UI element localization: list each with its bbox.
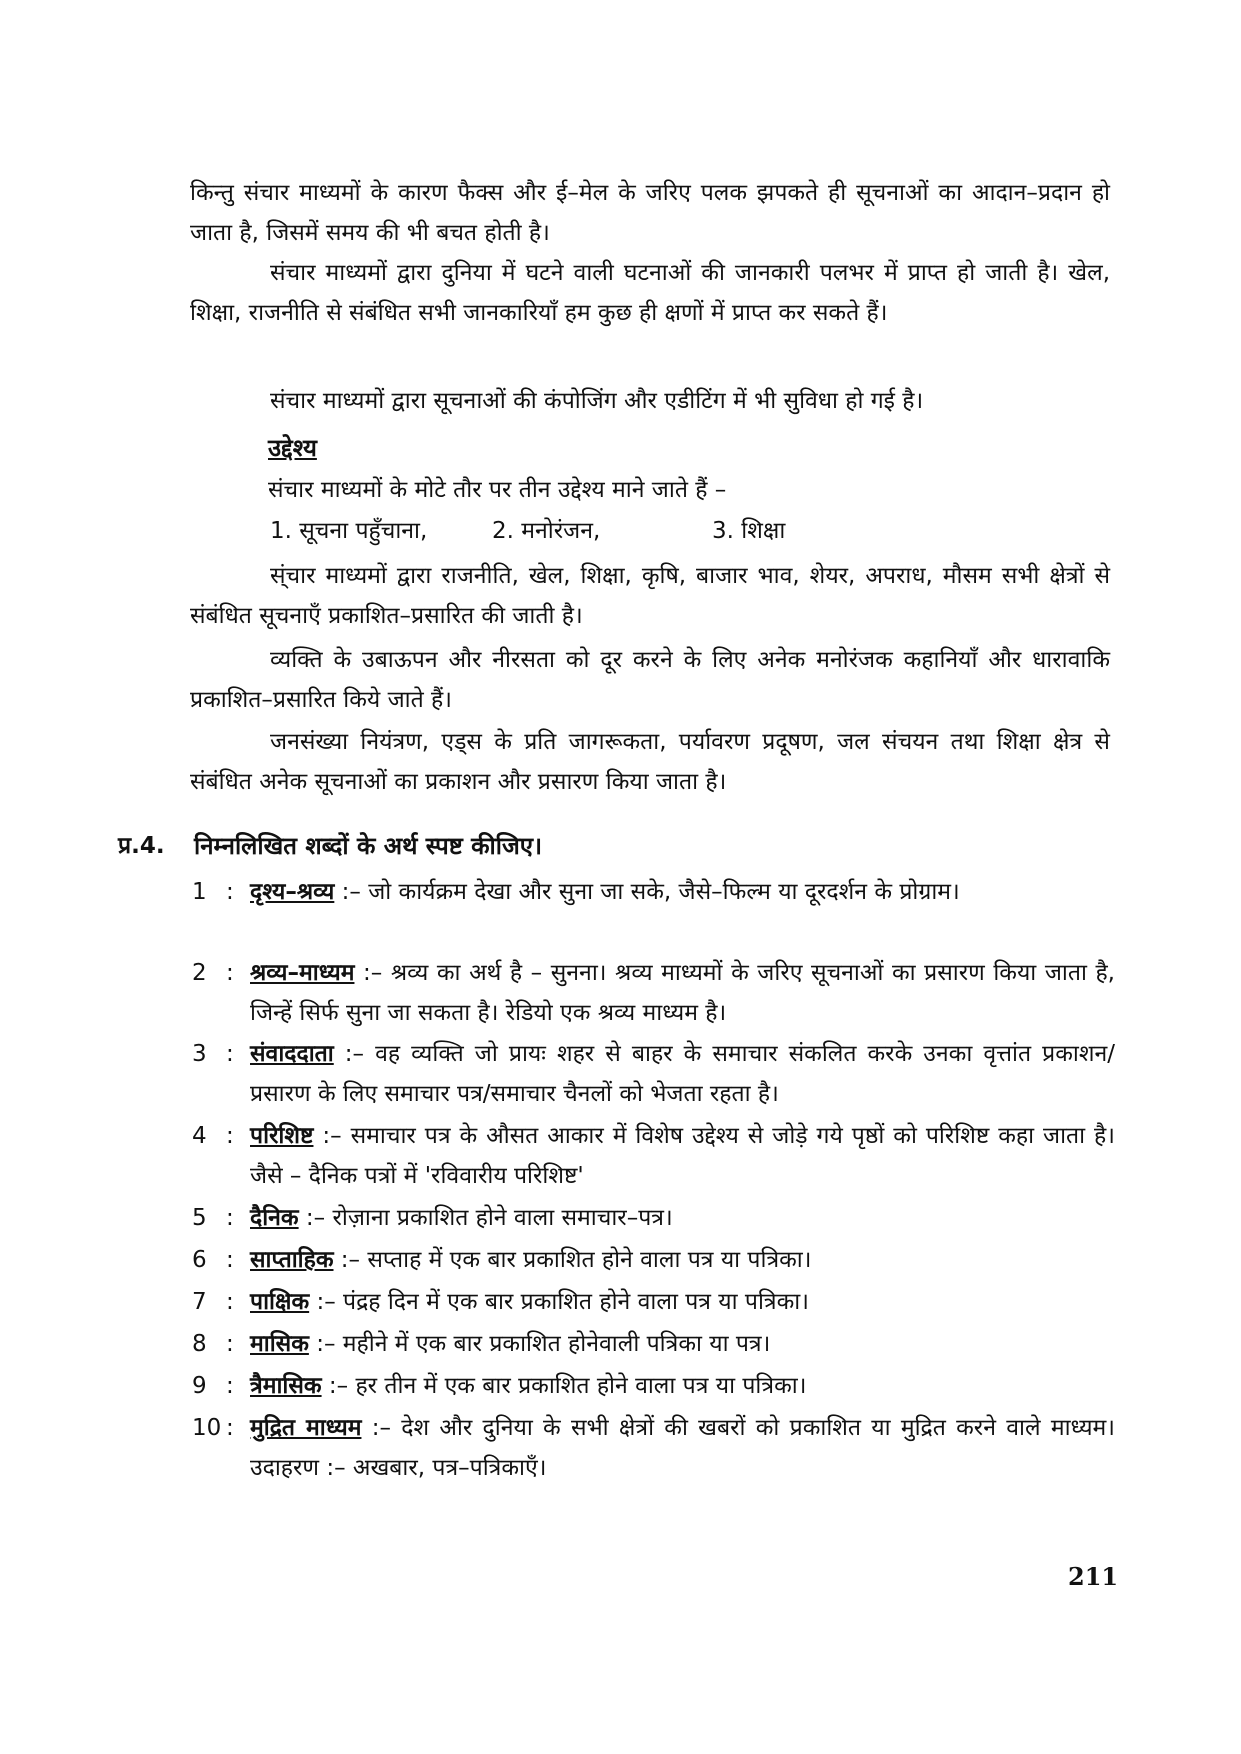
term-word: दृश्य–श्रव्य: [250, 879, 335, 905]
term-body: [250, 953, 1115, 1033]
term-item: [190, 1282, 1115, 1322]
term-colon: :: [226, 1331, 234, 1357]
term-number: 10: [192, 1415, 222, 1441]
term-number: 1: [192, 879, 207, 905]
term-colon: :: [226, 1415, 234, 1441]
term-separator: :–: [334, 879, 369, 905]
paragraph-3: संचार माध्यमों द्वारा सूचनाओं की कंपोजिंग और एडीटिंग में भी सुविधा हो गई है।: [270, 388, 924, 414]
paragraph-1: किन्तु संचार माध्यमों के कारण फैक्स और ई–मेल के जरिए पलक झपकते ही सूचनाओं का आदान–प्रदान हो जाता है, जिसमें समय की भी बचत होती है।: [190, 180, 1110, 246]
term-number: 9: [192, 1373, 207, 1399]
term-word: परिशिष्ट: [250, 1123, 314, 1149]
paragraph-4: स्ंचार माध्यमों द्वारा राजनीति, खेल, शिक्षा, कृषि, बाजार भाव, शेयर, अपराध, मौसम सभी क्षेत्रों से संबंधित सूचनाएँ प्रकाशित–प्रसारित की जाती है।: [190, 563, 1110, 629]
term-item: [190, 1116, 1115, 1196]
term-colon: :: [226, 1123, 234, 1149]
term-number: 8: [192, 1331, 207, 1357]
term-number: 2: [192, 960, 207, 986]
paragraph-5: व्यक्ति के उबाऊपन और नीरसता को दूर करने के लिए अनेक मनोरंजक कहानियाँ और धारावाकि प्रकाशित–प्रसारित किये जाते हैं।: [190, 647, 1110, 713]
term-colon: :: [226, 1289, 234, 1315]
term-definition: पंद्रह दिन में एक बार प्रकाशित होने वाला पत्र या पत्रिका।: [343, 1289, 809, 1315]
objective-2: 2. मनोरंजन,: [492, 518, 601, 544]
term-definition: सप्ताह में एक बार प्रकाशित होने वाला पत्र या पत्रिका।: [367, 1247, 812, 1273]
term-definition: समाचार पत्र के औसत आकार में विशेष उद्देश्य से जोड़े गये पृष्ठों को परिशिष्ट कहा जाता है। जैसे – दैनिक पत्रों में 'रविवारीय परिशिष्ट': [250, 1123, 1115, 1189]
term-item: [190, 1034, 1115, 1114]
term-number: 6: [192, 1247, 207, 1273]
term-item: [190, 953, 1115, 1033]
term-colon: :: [226, 1247, 234, 1273]
section-intro: संचार माध्यमों के मोटे तौर पर तीन उद्देश्य माने जाते हैं –: [268, 477, 727, 503]
term-word: दैनिक: [250, 1205, 299, 1231]
term-definition: श्रव्य का अर्थ है – सुनना। श्रव्य माध्यमों के जरिए सूचनाओं का प्रसारण किया जाता है, जिन्हें सिर्फ सुना जा सकता है। रेडियो एक श्रव्य माध्यम है।: [250, 960, 1115, 1026]
term-word: मासिक: [250, 1331, 309, 1357]
term-separator: :–: [333, 1247, 368, 1273]
question-number: प्र.4.: [118, 833, 165, 859]
term-separator: :–: [354, 960, 391, 986]
term-word: श्रव्य–माध्यम: [250, 960, 355, 986]
term-word: पाक्षिक: [250, 1289, 310, 1315]
term-body: [250, 1198, 1115, 1238]
term-separator: :–: [308, 1331, 343, 1357]
term-word: मुद्रित माध्यम: [250, 1415, 362, 1441]
paragraph-6: जनसंख्या नियंत्रण, एड्स के प्रति जागरूकता, पर्यावरण प्रदूषण, जल संचयन तथा शिक्षा क्षेत्र से संबंधित अनेक सूचनाओं का प्रकाशन और प्रसारण किया जाता है।: [190, 729, 1110, 795]
term-definition: जो कार्यक्रम देखा और सुना जा सके, जैसे–फिल्म या दूरदर्शन के प्रोग्राम।: [368, 879, 960, 905]
term-definition: देश और दुनिया के सभी क्षेत्रों की खबरों को प्रकाशित या मुद्रित करने वाले माध्यम। उदाहरण :– अखबार, पत्र–पत्रिकाएँ।: [250, 1415, 1116, 1481]
term-definition: हर तीन में एक बार प्रकाशित होने वाला पत्र या पत्रिका।: [355, 1373, 807, 1399]
term-body: [250, 1324, 1115, 1364]
term-item: [190, 1408, 1115, 1488]
term-word: संवाददाता: [250, 1041, 334, 1067]
term-item: [190, 1240, 1115, 1280]
term-colon: :: [226, 1041, 234, 1067]
term-separator: :–: [321, 1373, 356, 1399]
term-body: [250, 1240, 1115, 1280]
term-colon: :: [226, 1373, 234, 1399]
term-word: त्रैमासिक: [250, 1373, 322, 1399]
term-separator: :–: [333, 1041, 376, 1067]
term-item: [190, 1366, 1115, 1406]
term-body: [250, 1408, 1115, 1488]
term-word: साप्ताहिक: [250, 1247, 334, 1273]
section-heading: उद्देश्य: [268, 434, 317, 462]
term-body: [250, 1366, 1115, 1406]
term-item: [190, 1324, 1115, 1364]
term-definition: रोज़ाना प्रकाशित होने वाला समाचार–पत्र।: [332, 1205, 673, 1231]
term-definition: महीने में एक बार प्रकाशित होनेवाली पत्रिका या पत्र।: [342, 1331, 771, 1357]
paragraph-2: संचार माध्यमों द्वारा दुनिया में घटने वाली घटनाओं की जानकारी पलभर में प्राप्त हो जाती है। खेल, शिक्षा, राजनीति से संबंधित सभी जानकारियाँ हम कुछ ही क्षणों में प्राप्त कर सकते हैं।: [190, 260, 1110, 326]
term-number: 5: [192, 1205, 207, 1231]
term-number: 7: [192, 1289, 207, 1315]
term-separator: :–: [309, 1289, 344, 1315]
page-number: 211: [1068, 1562, 1119, 1591]
term-colon: :: [226, 879, 234, 905]
term-body: [250, 872, 1115, 912]
term-colon: :: [226, 1205, 234, 1231]
term-definition: वह व्यक्ति जो प्रायः शहर से बाहर के समाचार संकलित करके उनका वृत्तांत प्रकाशन/प्रसारण के लिए समाचार पत्र/समाचार चैनलों को भेजता रहता है।: [250, 1041, 1115, 1107]
term-number: 3: [192, 1041, 207, 1067]
term-number: 4: [192, 1123, 207, 1149]
term-item: [190, 1198, 1115, 1238]
question-title: निम्नलिखित शब्दों के अर्थ स्पष्ट कीजिए।: [194, 832, 543, 860]
term-body: [250, 1034, 1115, 1114]
term-item: [190, 872, 1115, 912]
term-separator: :–: [313, 1123, 351, 1149]
term-body: [250, 1282, 1115, 1322]
term-colon: :: [226, 960, 234, 986]
term-separator: :–: [361, 1415, 402, 1441]
term-separator: :–: [298, 1205, 333, 1231]
term-body: [250, 1116, 1115, 1196]
objective-3: 3. शिक्षा: [712, 518, 786, 544]
objective-1: 1. सूचना पहुँचाना,: [270, 518, 428, 544]
